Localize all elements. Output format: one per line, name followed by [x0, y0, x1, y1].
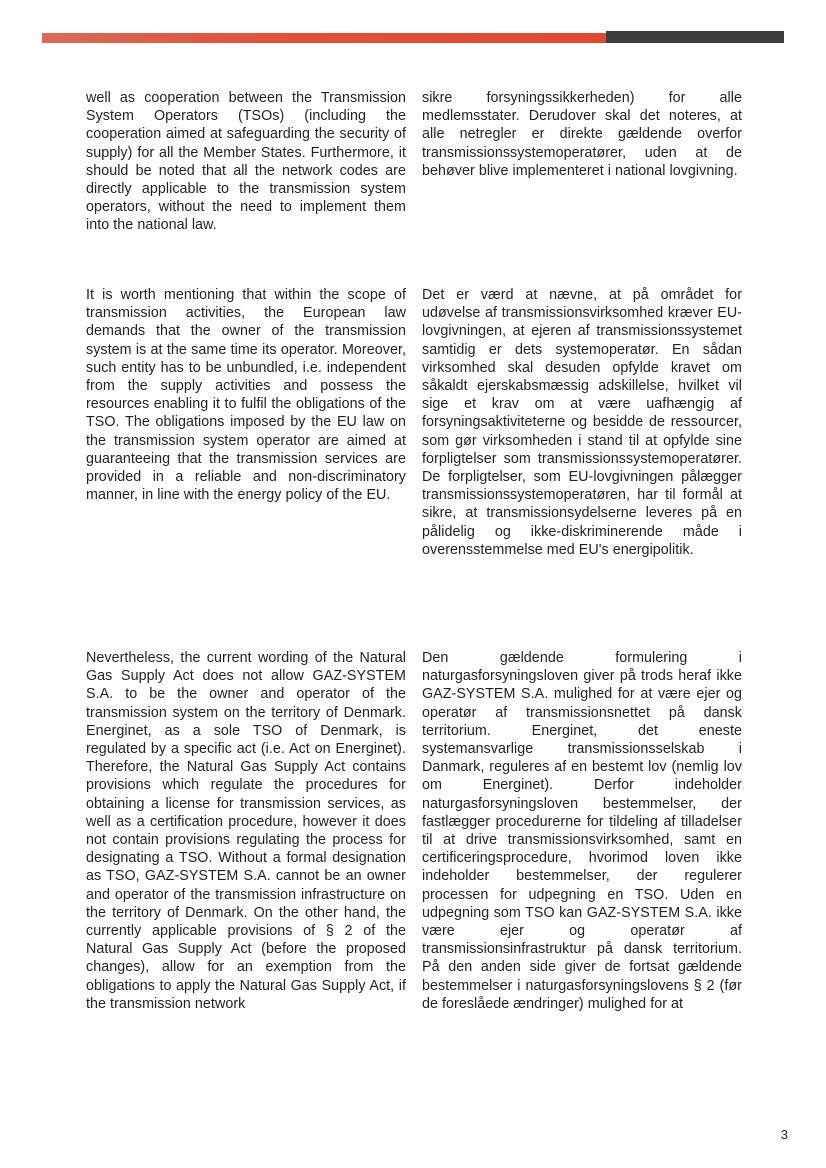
danish-column	[422, 649, 742, 1013]
header-color-bar	[42, 31, 784, 43]
header-bar-accent	[42, 33, 606, 43]
english-paragraph: well as cooperation between the Transmission System Operators (TSOs) (including the cooperation aimed at safeguarding the security of supply) for all the Member States. Furthermore, it should be noted that all the network codes are directly applicable to the transmission system operators, without the need to implement them into the national law.	[86, 90, 406, 234]
paragraph-pair-3	[86, 649, 742, 1013]
english-column	[86, 649, 406, 1013]
danish-paragraph: sikre forsyningssikkerheden) for alle medlemsstater. Derudover skal det noteres, at alle netregler er direkte gældende overfor transmissionssystemoperatører, uden at de behøver blive implementeret i national lovgivning.	[422, 90, 742, 179]
english-paragraph: Nevertheless, the current wording of the Natural Gas Supply Act does not allow GAZ-SYSTEM S.A. to be the owner and operator of the transmission system on the territory of Denmark. Energinet, as a sole TSO of Denmark, is regulated by a specific act (i.e. Act on Energinet). Therefore, the Natural Gas Supply Act contains provisions which regulate the procedures for obtaining a license for transmission services, as well as a certification procedure, however it does not contain provisions regulating the process for designating a TSO. Without a formal designation as TSO, GAZ-SYSTEM S.A. cannot be an owner and operator of the transmission infrastructure on the territory of Denmark. On the other hand, the currently applicable provisions of § 2 of the Natural Gas Supply Act (before the proposed changes), allow for an exemption from the obligations to apply the Natural Gas Supply Act, if the transmission network	[86, 650, 406, 1012]
english-column	[86, 286, 406, 559]
danish-column	[422, 286, 742, 559]
paragraph-pair-1	[86, 89, 742, 235]
english-paragraph: It is worth mentioning that within the scope of transmission activities, the European law demands that the owner of the transmission system is at the same time its operator. Moreover, such entity has to be unbundled, i.e. independent from the supply activities and possess the resources enabling it to fulfil the obligations of the TSO. The obligations imposed by the EU law on the transmission system operator are aimed at guaranteeing that the transmission services are provided in a reliable and non-discriminatory manner, in line with the energy policy of the EU.	[86, 287, 406, 504]
paragraph-pair-2	[86, 286, 742, 559]
english-column	[86, 89, 406, 235]
page-number: 3	[780, 1127, 788, 1142]
danish-column	[422, 89, 742, 235]
danish-paragraph: Det er værd at nævne, at på området for udøvelse af transmissionsvirksomhed kræver EU-lovgivningen, at ejeren af transmissionssystemet samtidig er dets systemoperatør. En sådan virksomhed skal desuden opfylde kravet om såkaldt ejerskabsmæssig adskillelse, hvilket vil sige et krav om at være uafhængig af forsyningsaktiviteterne og besidde de ressourcer, som gør virksomheden i stand til at opfylde sine forpligtelser som transmissionssystemoperatører. De forpligtelser, som EU-lovgivningen pålægger transmissionssystemoperatøren, har til formål at sikre, at transmissionsydelserne leveres på en pålidelig og ikke-diskriminerende måde i overensstemmelse med EU's energipolitik.	[422, 287, 742, 558]
danish-paragraph: Den gældende formulering i naturgasforsyningsloven giver på trods heraf ikke GAZ-SYSTEM S.A. mulighed for at være ejer og operatør af transmissionsnettet på dansk territorium. Energinet, det eneste systemansvarlige transmissionsselskab i Danmark, reguleres af en bestemt lov (nemlig lov om Energinet). Derfor indeholder naturgasforsyningsloven bestemmelser, der fastlægger procedurerne for tildeling af tilladelser til at drive transmissionsvirksomhed, samt en certificeringsprocedure, hvorimod loven ikke indeholder bestemmelser, der regulerer processen for udpegning en TSO. Uden en udpegning som TSO kan GAZ-SYSTEM S.A. ikke være ejer og operatør af transmissionsinfrastruktur på dansk territorium. På den anden side giver de fortsat gældende bestemmelser i naturgasforsyningslovens § 2 (før de foreslåede ændringer) mulighed for at	[422, 650, 742, 1012]
header-bar-dark	[606, 31, 784, 43]
